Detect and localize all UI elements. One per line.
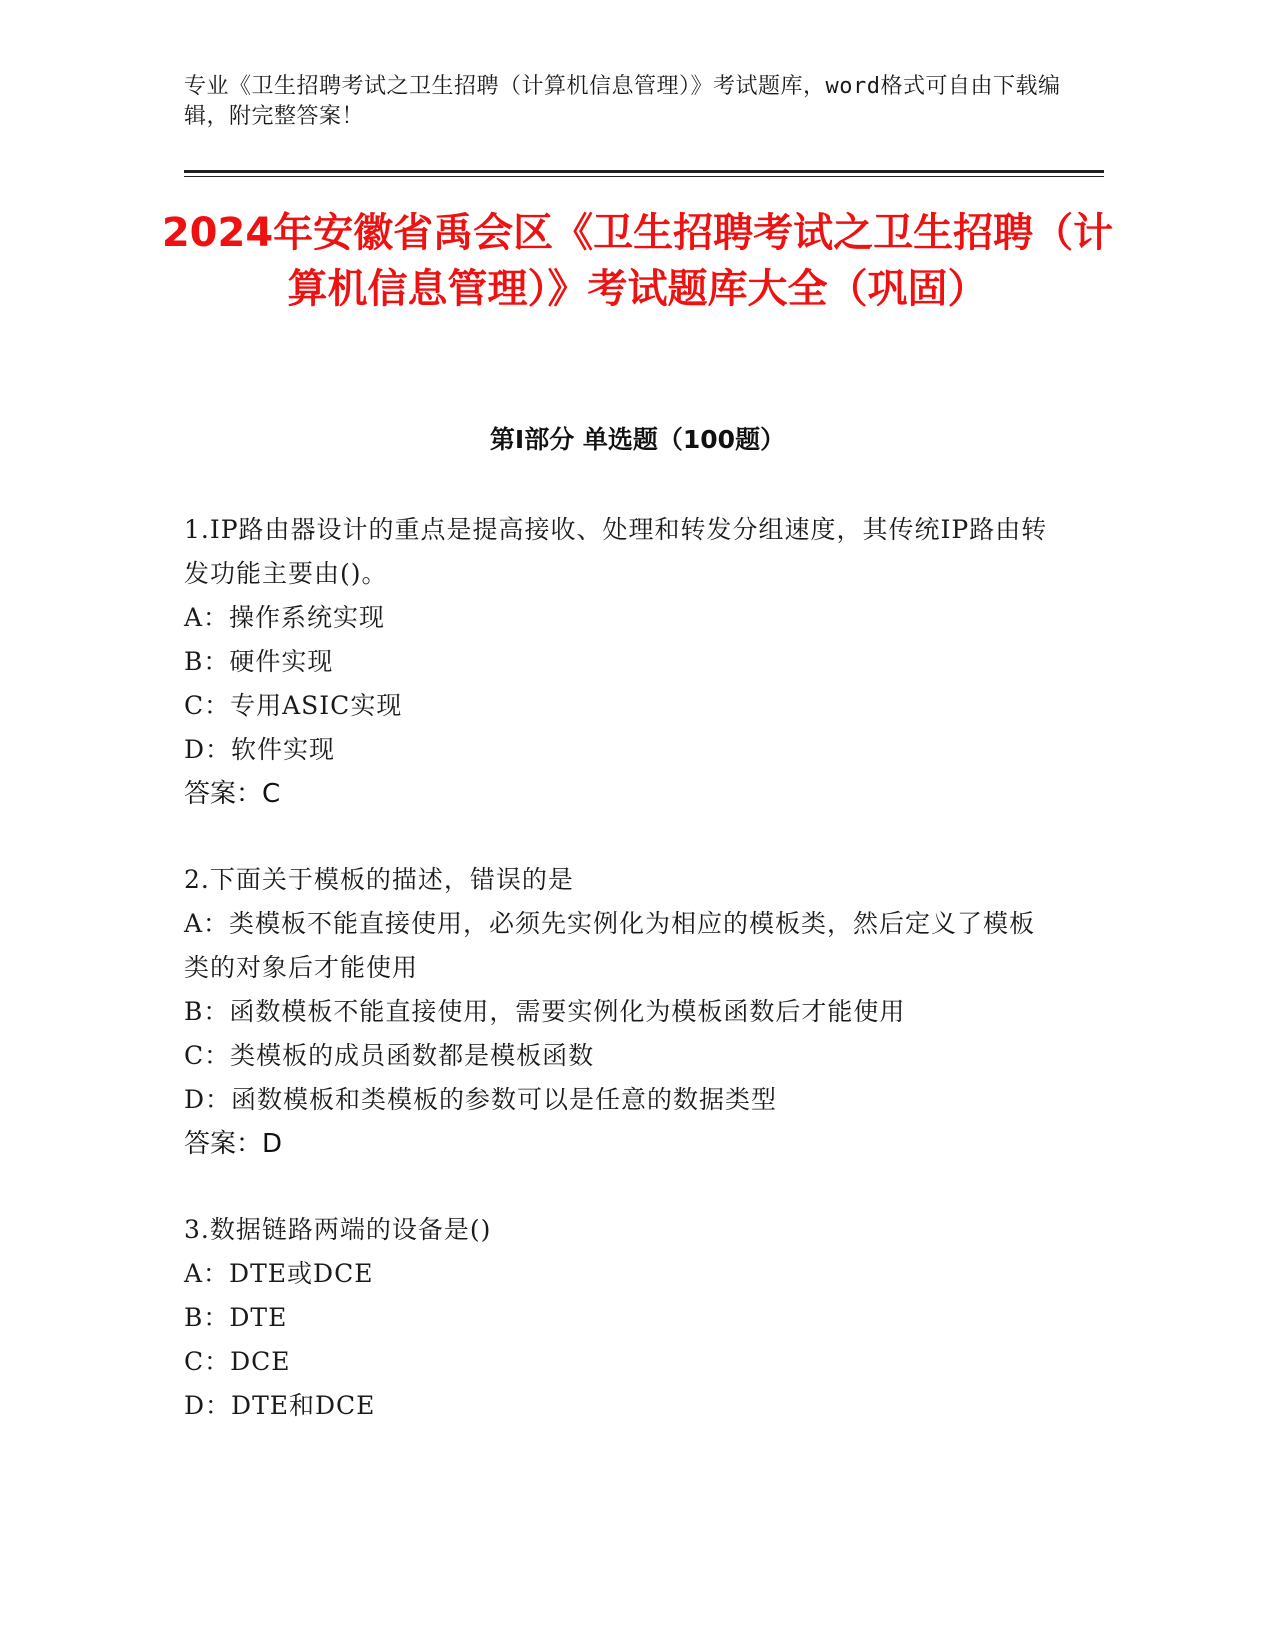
option-c: C：DCE: [184, 1347, 291, 1376]
question-1: [184, 508, 1054, 816]
option-a: A：类模板不能直接使用，必须先实例化为相应的模板类，然后定义了模板类的对象后才能使用: [184, 909, 1036, 982]
answer-line: 答案：D: [184, 1129, 283, 1159]
question-3: [184, 1208, 1054, 1428]
option-d: D：函数模板和类模板的参数可以是任意的数据类型: [184, 1085, 778, 1114]
header-note: 专业《卫生招聘考试之卫生招聘（计算机信息管理）》考试题库，word格式可自由下载编辑，附完整答案！: [184, 74, 1061, 129]
header-rule-thick: [184, 170, 1104, 173]
option-b: B：函数模板不能直接使用，需要实例化为模板函数后才能使用: [184, 997, 906, 1026]
option-b: B：DTE: [184, 1303, 288, 1332]
option-c: C：专用ASIC实现: [184, 691, 403, 720]
option-c: C：类模板的成员函数都是模板函数: [184, 1041, 595, 1070]
document-title: 2024年安徽省禹会区《卫生招聘考试之卫生招聘（计算机信息管理）》考试题库大全（巩固）: [161, 210, 1114, 312]
option-b: B：硬件实现: [184, 647, 334, 676]
option-a: A：操作系统实现: [184, 603, 386, 632]
question-stem: 3.数据链路两端的设备是(): [184, 1215, 492, 1244]
header-rule-thin: [184, 176, 1104, 177]
section-title: 第I部分 单选题（100题）: [489, 425, 786, 454]
option-d: D：DTE和DCE: [184, 1391, 376, 1420]
option-a: A：DTE或DCE: [184, 1259, 374, 1288]
question-stem: 1.IP路由器设计的重点是提高接收、处理和转发分组速度，其传统IP路由转发功能主要由()。: [184, 515, 1048, 588]
option-d: D：软件实现: [184, 735, 336, 764]
question-stem: 2.下面关于模板的描述，错误的是: [184, 865, 574, 894]
question-2: [184, 858, 1054, 1166]
answer-line: 答案：C: [184, 779, 281, 809]
question-list: [184, 508, 1054, 1470]
